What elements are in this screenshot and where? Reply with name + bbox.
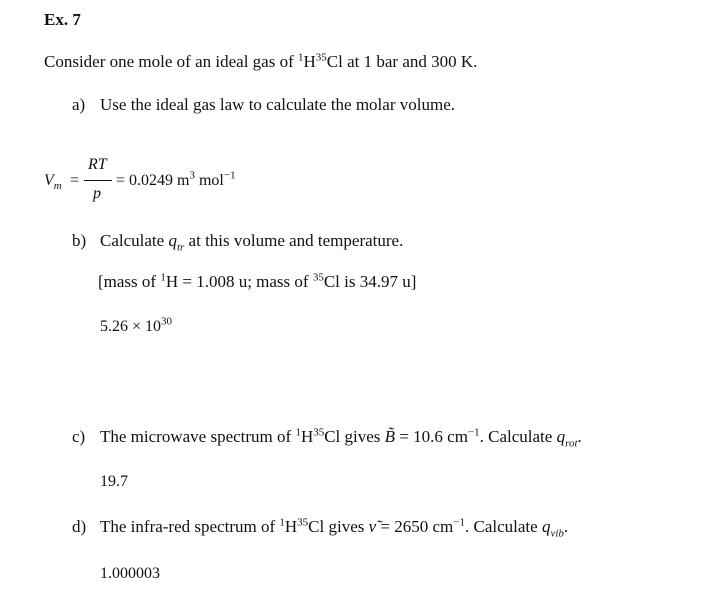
formula-lhs: $V_m$ [44, 172, 62, 193]
part-d-question: The infra-red spectrum of $^1H^{35}Cl$ gives ν̃ = 2650 $cm^{-1}$. Calculate $q_{vib}$. [100, 516, 569, 540]
part-a-question: Use the ideal gas law to calculate the molar volume. [100, 95, 455, 114]
part-b-answer: $5.26 \times 10^{30}$ [100, 315, 173, 335]
exercise-title: Ex. 7 [44, 10, 81, 29]
part-b-question: Calculate $q_{tr}$ at this volume and temperature. [100, 231, 404, 254]
formula-equals: = [70, 172, 80, 189]
formula-denominator: p [93, 185, 101, 202]
part-c-question: The microwave spectrum of $^1H^{35}Cl$ gives B̃ = 10.6 $cm^{-1}$. Calculate $q_{rot}$. [100, 426, 582, 450]
part-a-label: a) [72, 95, 86, 114]
part-b-hint: [mass of $^1$H = 1.008 u; mass of $^{35}$Cl is 34.97 u] [98, 271, 417, 291]
formula-numerator: RT [88, 156, 107, 173]
part-b-label: b) [72, 231, 87, 250]
part-c-answer: 19.7 [100, 473, 128, 490]
intro-text: Consider one mole of an ideal gas of $^1H^{35}Cl$ at 1 bar and 300 K. [44, 51, 478, 71]
part-d-label: d) [72, 517, 87, 536]
fraction-bar [84, 180, 112, 181]
part-d-answer: 1.000003 [100, 565, 160, 582]
part-c-label: c) [72, 427, 86, 446]
formula-result: = 0.0249 $m^3$ mol$^{-1}$ [116, 169, 236, 189]
